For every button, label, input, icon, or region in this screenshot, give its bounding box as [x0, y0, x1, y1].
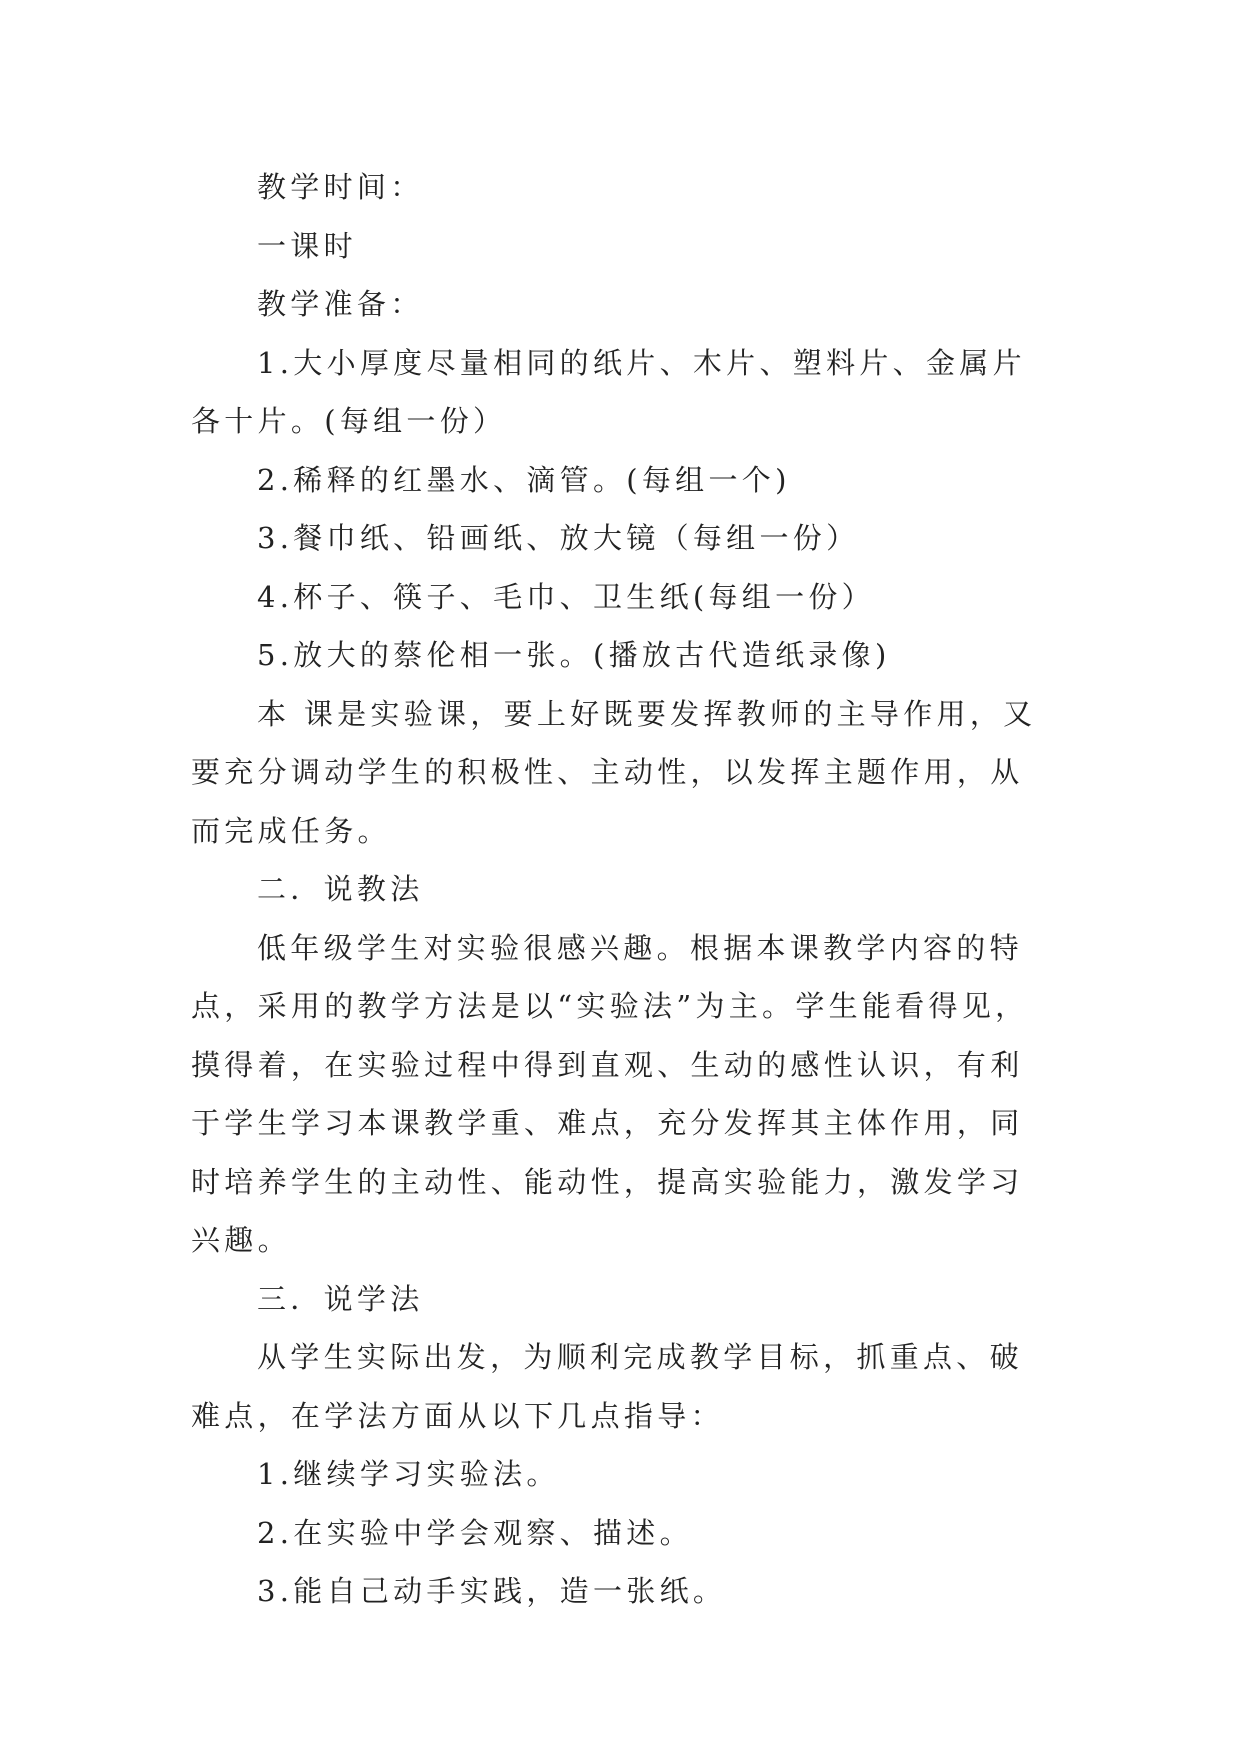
paragraph-learning-item-2: 2.在实验中学会观察、描述。	[257, 1515, 693, 1550]
paragraph-lesson-summary: 本 课是实验课，要上好既要发挥教师的主导作用，又要充分调动学生的积极性、主动性，以发挥主题作用，从而完成任务。	[191, 696, 1037, 848]
paragraph-preparation-item-3: 3.餐巾纸、铅画纸、放大镜（每组一份）	[257, 521, 860, 555]
document-body	[191, 158, 1051, 1621]
paragraph-preparation-heading: 教学准备：	[257, 287, 424, 321]
paragraph-teaching-time: 一课时	[257, 228, 357, 263]
paragraph-teaching-method: 低年级学生对实验很感兴趣。根据本课教学内容的特点，采用的教学方法是以“实验法”为主。学生能看得见，摸得着，在实验过程中得到直观、生动的感性认识，有利于学生学习本课教学重、难点，充分发挥其主体作用，同时培养学生的主动性、能动性，提高实验能力，激发学习兴趣。	[191, 930, 1029, 1257]
paragraph-preparation-item-1: 1.大小厚度尽量相同的纸片、木片、塑料片、金属片各十片。(每组一份）	[191, 345, 1026, 438]
paragraph-learning-item-3: 3.能自己动手实践，造一张纸。	[257, 1574, 727, 1608]
paragraph-teaching-time-heading: 教学时间：	[257, 170, 424, 204]
paragraph-preparation-item-4: 4.杯子、筷子、毛巾、卫生纸(每组一份）	[257, 579, 875, 614]
paragraph-preparation-item-5: 5.放大的蔡伦相一张。(播放古代造纸录像)	[257, 638, 891, 672]
paragraph-preparation-item-2: 2.稀释的红墨水、滴管。(每组一个)	[257, 462, 791, 497]
paragraph-learning-method: 从学生实际出发，为顺利完成教学目标，抓重点、破难点，在学法方面从以下几点指导：	[191, 1340, 1023, 1433]
paragraph-learning-item-1: 1.继续学习实验法。	[257, 1457, 560, 1491]
section-heading-teaching-method: 二．说教法	[257, 872, 424, 906]
section-heading-learning-method: 三．说学法	[257, 1281, 424, 1316]
